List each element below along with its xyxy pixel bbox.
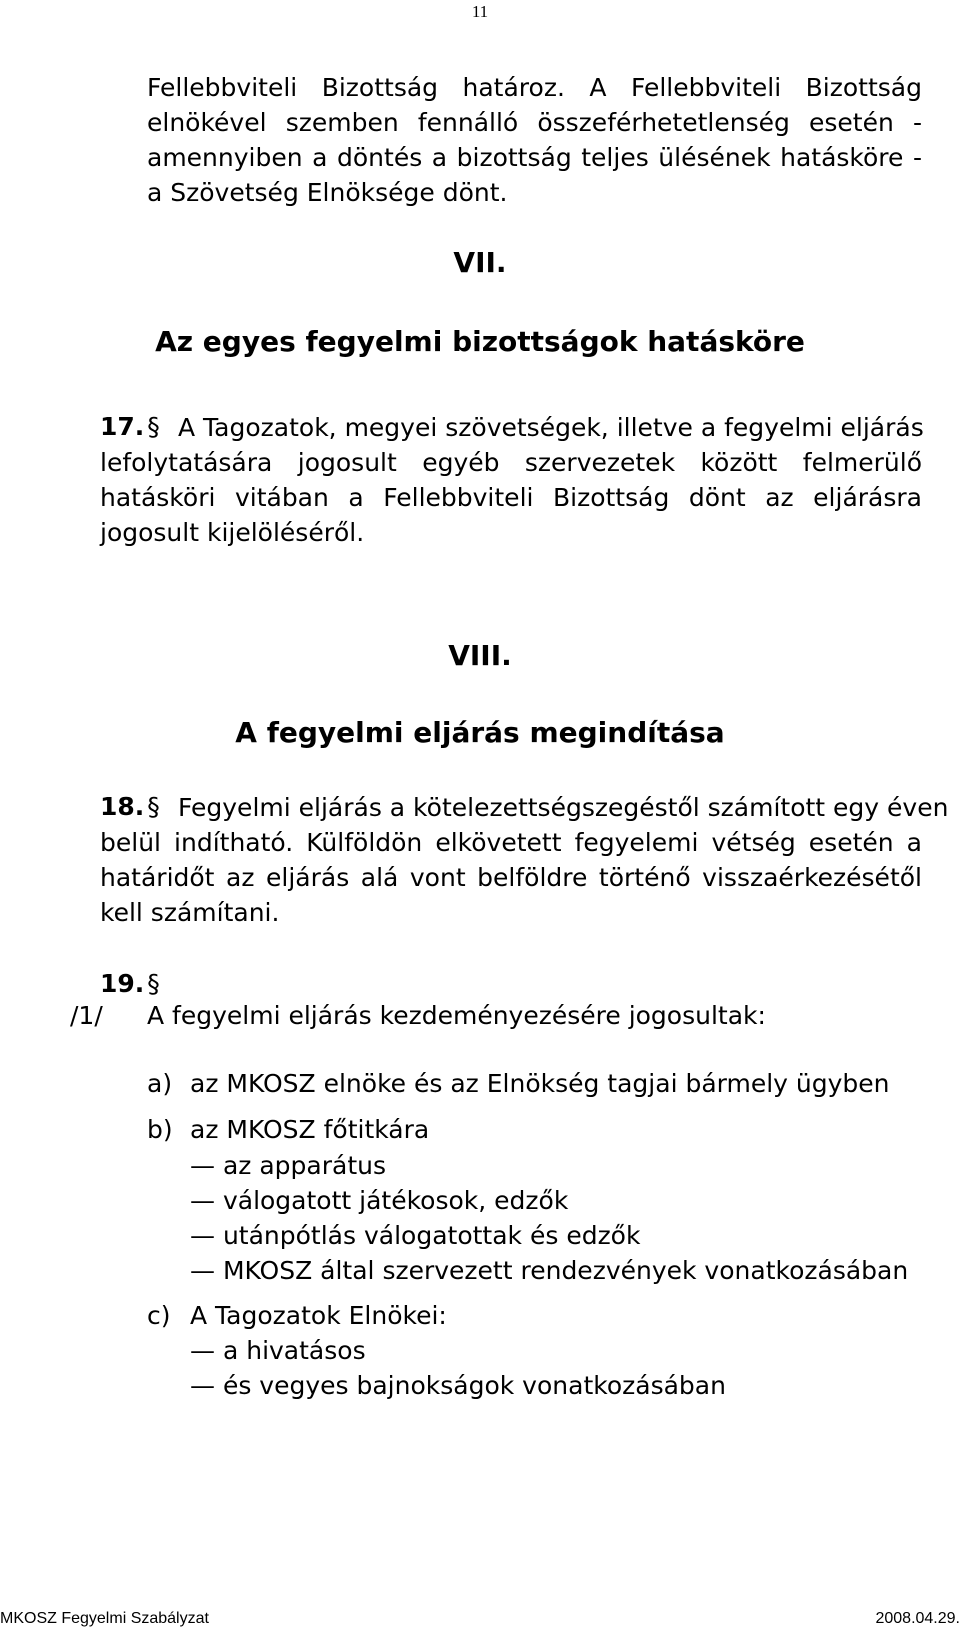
- dash-icon: —: [190, 1336, 215, 1365]
- list-item-label: c): [147, 1301, 171, 1330]
- paragraph-text: A fegyelmi eljárás kezdeményezésére jogosultak:: [147, 1001, 766, 1030]
- text-line: Fegyelmi eljárás a kötelezettségszegéstől számított egy éven: [178, 793, 949, 822]
- footer-right: 2008.04.29.: [875, 1610, 960, 1627]
- sub-list-item: [190, 1368, 726, 1403]
- list-item: az MKOSZ főtitkára: [190, 1115, 430, 1144]
- chapter-numeral: VII.: [453, 246, 507, 279]
- list-item: az MKOSZ elnöke és az Elnökség tagjai bármely ügyben: [190, 1069, 890, 1098]
- text-line: lefolytatására jogosult egyéb szervezetek között felmerülő: [100, 448, 922, 477]
- section-17-text: [100, 410, 922, 550]
- dash-icon: —: [190, 1221, 215, 1250]
- text-line: hatásköri vitában a Fellebbviteli Bizottság dönt az eljárásra: [100, 483, 922, 512]
- sub-list-item-text: válogatott játékosok, edzők: [222, 1186, 569, 1215]
- sub-list-item-text: utánpótlás válogatottak és edzők: [222, 1221, 641, 1250]
- section-number-text: 19.: [100, 969, 145, 998]
- section-sign-icon: §: [147, 412, 160, 441]
- text-line: A Tagozatok, megyei szövetségek, illetve a fegyelmi eljárás: [178, 413, 924, 442]
- text-line: a Szövetség Elnöksége dönt.: [147, 178, 508, 207]
- sub-list-item-text: és vegyes bajnokságok vonatkozásában: [222, 1371, 726, 1400]
- section-number-text: 18.: [100, 792, 145, 821]
- sub-list-item-text: MKOSZ által szervezett rendezvények vonatkozásában: [222, 1256, 909, 1285]
- dash-icon: —: [190, 1151, 215, 1180]
- chapter-numeral: VIII.: [448, 639, 512, 672]
- dash-icon: —: [190, 1186, 215, 1215]
- sub-list-item-text: a hivatásos: [222, 1336, 366, 1365]
- page-number: 11: [471, 2, 489, 21]
- sub-list-item: [190, 1148, 386, 1183]
- list-item-label: b): [147, 1115, 173, 1144]
- sub-list-item: [190, 1218, 640, 1253]
- text-line: határidőt az eljárás alá vont belföldre történő visszaérkezésétől: [100, 863, 922, 892]
- intro-paragraph: [147, 70, 922, 210]
- list-item-label: a): [147, 1069, 173, 1098]
- text-line: elnökével szemben fennálló összeférhetetlenség esetén -: [147, 108, 922, 137]
- text-line: belül indítható. Külföldön elkövetett fegyelemi vétség esetén a: [100, 828, 922, 857]
- sub-list-item: [190, 1183, 568, 1218]
- text-line: amennyiben a döntés a bizottság teljes ülésének hatásköre -: [147, 143, 922, 172]
- chapter-title: Az egyes fegyelmi bizottságok hatásköre: [155, 325, 805, 358]
- sub-list-item: [190, 1253, 908, 1288]
- text-line: Fellebbviteli Bizottság határoz. A Fellebbviteli Bizottság: [147, 73, 922, 102]
- text-line: kell számítani.: [100, 898, 280, 927]
- dash-icon: —: [190, 1256, 215, 1285]
- sub-list-item-text: az apparátus: [222, 1151, 386, 1180]
- text-line: jogosult kijelöléséről.: [100, 518, 365, 547]
- section-18-text: [100, 790, 949, 930]
- section-sign-icon: §: [147, 792, 160, 821]
- footer-left: MKOSZ Fegyelmi Szabályzat: [0, 1610, 209, 1627]
- section-number-text: 17.: [100, 412, 145, 441]
- chapter-title: A fegyelmi eljárás megindítása: [235, 716, 725, 749]
- sub-list-item: [190, 1333, 366, 1368]
- dash-icon: —: [190, 1371, 215, 1400]
- list-item: A Tagozatok Elnökei:: [190, 1301, 447, 1330]
- paragraph-marker: /1/: [70, 1001, 103, 1030]
- section-sign-icon: §: [147, 969, 160, 998]
